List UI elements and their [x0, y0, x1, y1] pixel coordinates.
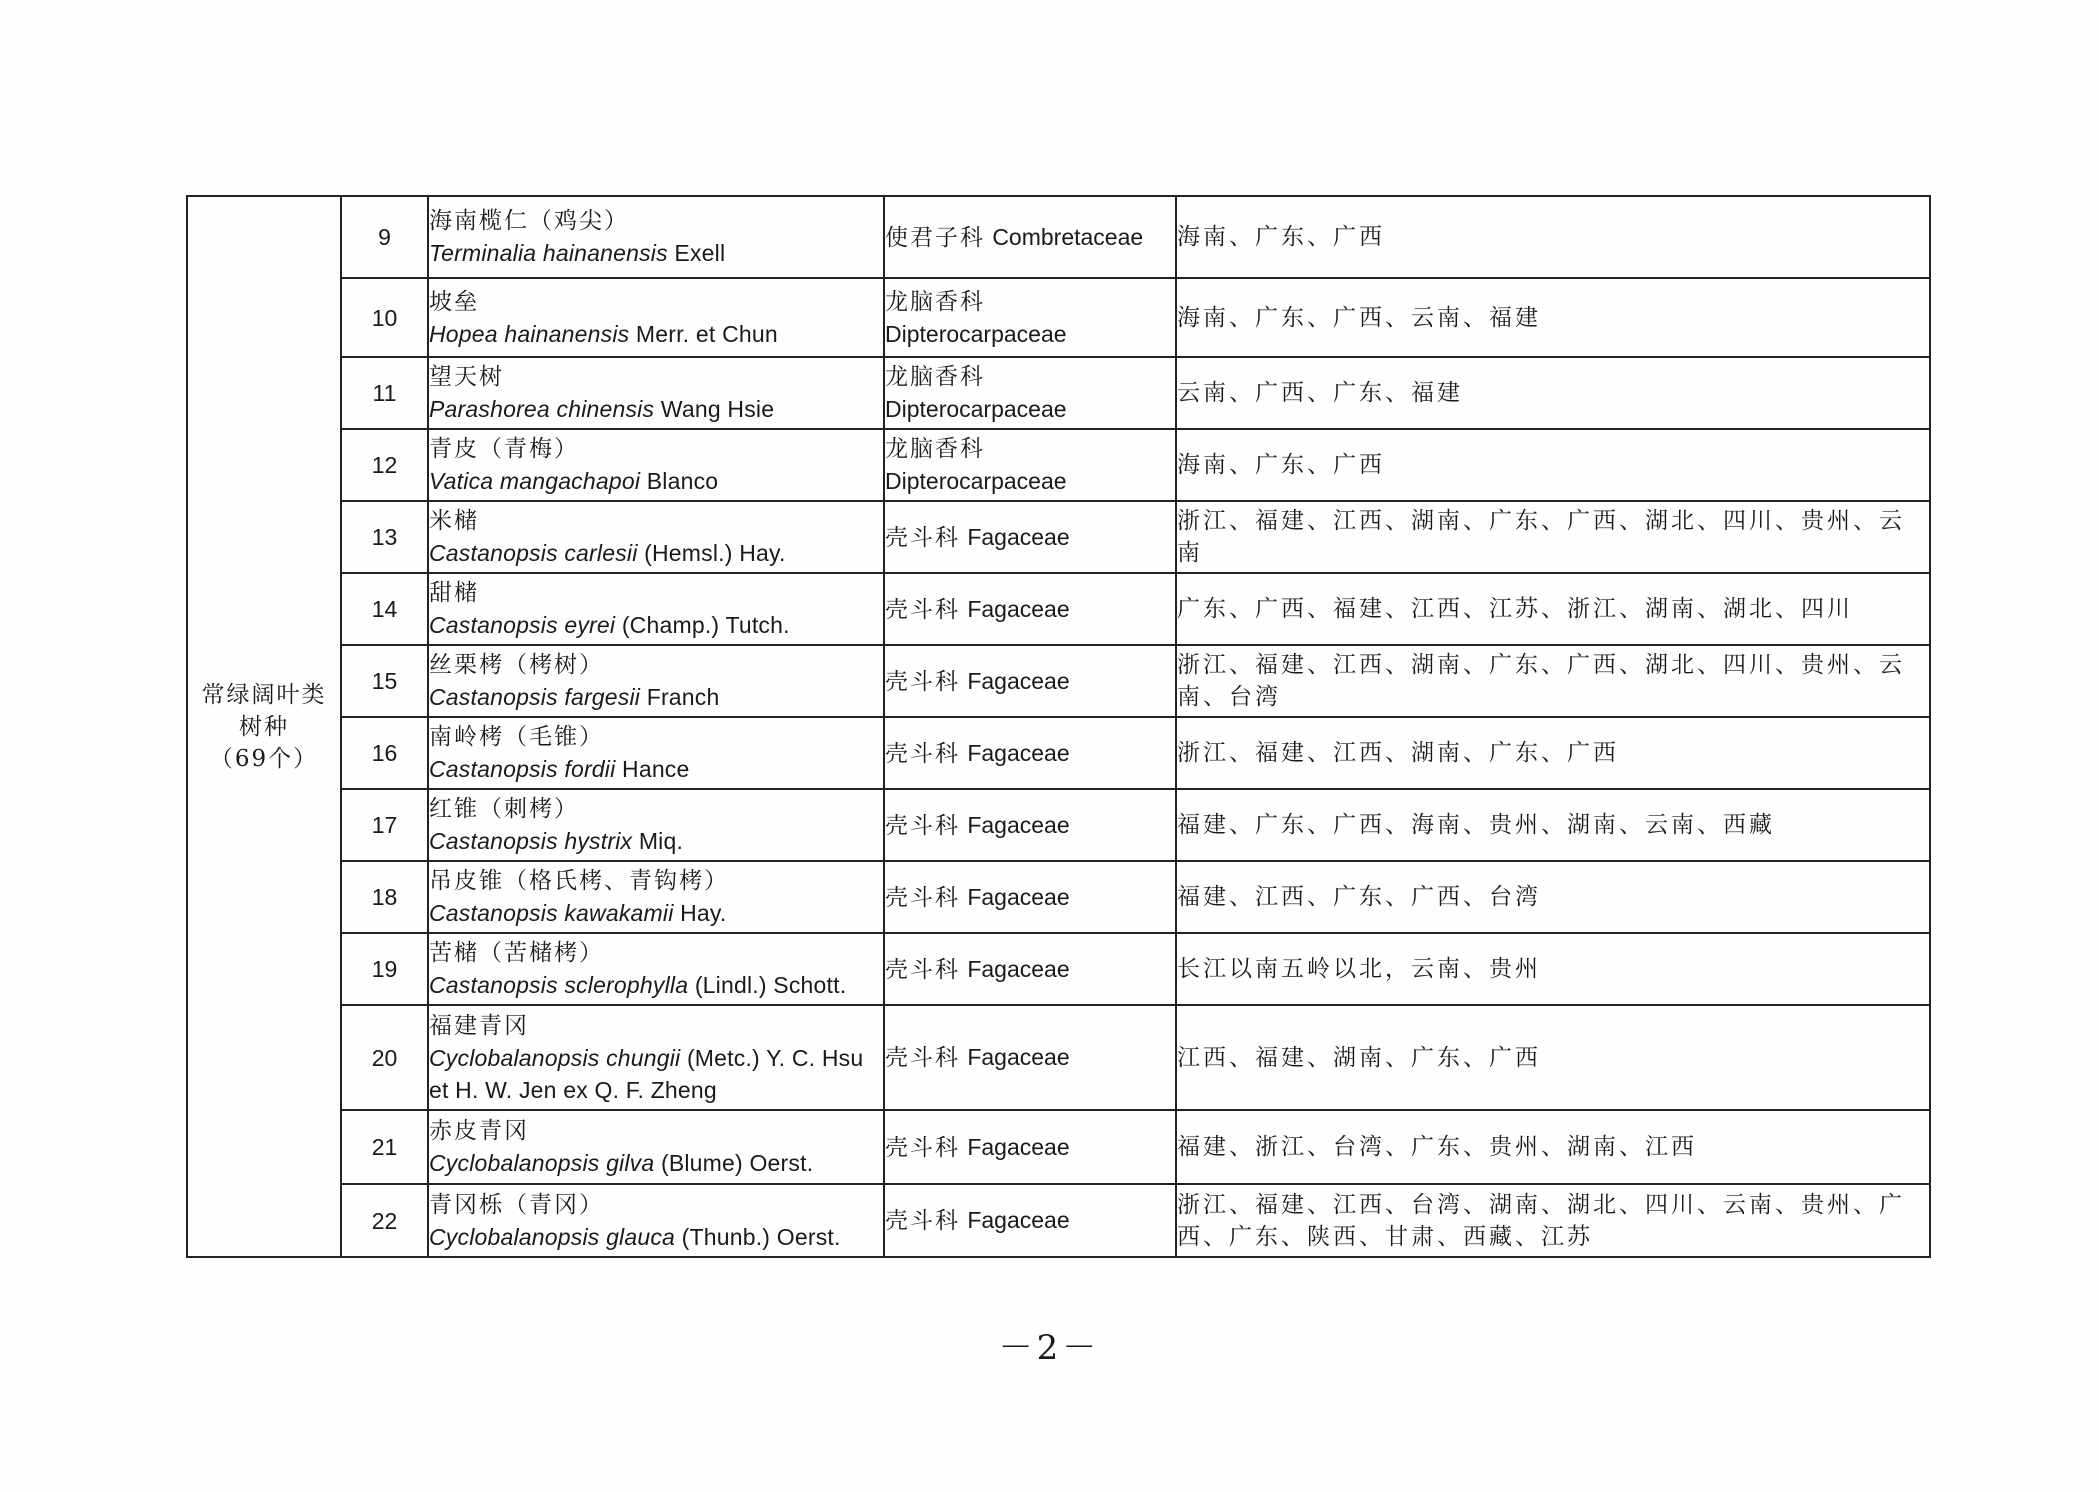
row-number: 14	[341, 573, 428, 645]
family-latin: Fagaceae	[967, 1044, 1070, 1070]
species-binomial: Castanopsis kawakamii	[429, 900, 674, 926]
species-table-body	[187, 196, 1930, 1257]
family-latin: Fagaceae	[967, 667, 1070, 694]
species-scientific-name	[429, 465, 883, 497]
species-binomial: Cyclobalanopsis chungii	[429, 1044, 681, 1071]
category-cell	[187, 196, 341, 1257]
distribution-cell: 浙江、福建、江西、台湾、湖南、湖北、四川、云南、贵州、广西、广东、陕西、甘肃、西藏、江苏	[1176, 1184, 1930, 1257]
species-scientific-name	[429, 1147, 883, 1179]
species-name-cell	[428, 573, 884, 645]
species-chinese-name: 丝栗栲（栲树）	[429, 652, 604, 678]
distribution-cell: 广东、广西、福建、江西、江苏、浙江、湖南、湖北、四川	[1176, 573, 1930, 645]
distribution-cell: 福建、浙江、台湾、广东、贵州、湖南、江西	[1176, 1110, 1930, 1184]
species-chinese-name: 海南榄仁（鸡尖）	[429, 208, 629, 234]
species-chinese-name: 吊皮锥（格氏栲、青钩栲）	[429, 868, 729, 894]
family-latin: Fagaceae	[967, 739, 1070, 766]
species-name-cell	[428, 861, 884, 933]
row-number: 16	[341, 717, 428, 789]
family-latin: Dipterocarpaceae	[885, 396, 1067, 422]
category-line2: 树种	[239, 713, 289, 740]
family-cell	[884, 717, 1176, 789]
table-row	[187, 1110, 1930, 1184]
family-chinese: 壳斗科	[885, 812, 960, 839]
family-chinese: 壳斗科	[885, 524, 960, 551]
species-chinese-name: 甜槠	[429, 580, 479, 606]
family-cell	[884, 196, 1176, 278]
family-chinese: 龙脑香科	[885, 364, 985, 390]
species-name-cell	[428, 1005, 884, 1110]
table-row	[187, 196, 1930, 278]
table-row	[187, 1005, 1930, 1110]
species-name-cell	[428, 789, 884, 861]
species-binomial: Castanopsis fargesii	[429, 684, 641, 710]
species-chinese-name: 青皮（青梅）	[429, 436, 579, 462]
family-chinese: 龙脑香科	[885, 436, 985, 462]
family-chinese: 壳斗科	[885, 1208, 960, 1234]
species-author-continued: et H. W. Jen ex Q. F. Zheng	[429, 1076, 717, 1103]
distribution-cell: 浙江、福建、江西、湖南、广东、广西、湖北、四川、贵州、云南、台湾	[1176, 645, 1930, 717]
species-scientific-name	[429, 237, 883, 269]
family-cell	[884, 933, 1176, 1005]
family-latin: Fagaceae	[967, 811, 1070, 838]
family-cell	[884, 789, 1176, 861]
distribution-cell: 福建、广东、广西、海南、贵州、湖南、云南、西藏	[1176, 789, 1930, 861]
row-number: 20	[341, 1005, 428, 1110]
table-row	[187, 1184, 1930, 1257]
species-scientific-name	[429, 1042, 883, 1074]
category-line1: 常绿阔叶类	[201, 681, 327, 708]
family-chinese: 壳斗科	[885, 1134, 960, 1161]
family-latin: Fagaceae	[967, 1207, 1070, 1233]
species-binomial: Hopea hainanensis	[429, 320, 630, 347]
category-line3: （69个）	[209, 745, 319, 772]
species-scientific-name	[429, 753, 883, 785]
family-latin: Combretaceae	[992, 223, 1144, 250]
species-author: (Blume) Oerst.	[660, 1150, 814, 1176]
species-chinese-name: 米槠	[429, 508, 479, 534]
distribution-cell: 福建、江西、广东、广西、台湾	[1176, 861, 1930, 933]
row-number: 9	[341, 196, 428, 278]
table-row	[187, 789, 1930, 861]
family-latin: Fagaceae	[967, 955, 1070, 982]
row-number: 12	[341, 429, 428, 501]
family-cell	[884, 278, 1176, 357]
species-table-wrapper	[186, 195, 1929, 1258]
species-binomial: Castanopsis carlesii	[429, 540, 638, 566]
family-cell	[884, 1110, 1176, 1184]
species-binomial: Cyclobalanopsis glauca	[429, 1223, 676, 1250]
distribution-cell: 浙江、福建、江西、湖南、广东、广西	[1176, 717, 1930, 789]
distribution-cell: 浙江、福建、江西、湖南、广东、广西、湖北、四川、贵州、云南	[1176, 501, 1930, 573]
family-cell	[884, 861, 1176, 933]
family-latin: Fagaceae	[967, 523, 1070, 550]
family-latin: Dipterocarpaceae	[885, 468, 1067, 494]
species-author: Hay.	[680, 900, 727, 926]
family-chinese: 壳斗科	[885, 596, 960, 623]
family-cell	[884, 357, 1176, 429]
distribution-cell: 海南、广东、广西	[1176, 429, 1930, 501]
species-binomial: Castanopsis sclerophylla	[429, 972, 689, 998]
species-binomial: Cyclobalanopsis gilva	[429, 1150, 655, 1176]
family-chinese: 壳斗科	[885, 740, 960, 767]
family-cell	[884, 501, 1176, 573]
species-scientific-name	[429, 537, 883, 569]
row-number: 17	[341, 789, 428, 861]
species-chinese-name: 苦槠（苦槠栲）	[429, 940, 604, 966]
table-row	[187, 429, 1930, 501]
species-author: Exell	[674, 240, 726, 266]
distribution-cell: 海南、广东、广西	[1176, 196, 1930, 278]
species-scientific-name	[429, 681, 883, 713]
table-row	[187, 278, 1930, 357]
species-binomial: Terminalia hainanensis	[429, 240, 668, 266]
family-chinese: 龙脑香科	[885, 288, 985, 315]
table-row	[187, 861, 1930, 933]
species-author: (Champ.) Tutch.	[621, 612, 790, 638]
family-cell	[884, 645, 1176, 717]
species-author: Hance	[622, 756, 690, 782]
species-author: Merr. et Chun	[635, 320, 778, 347]
table-row	[187, 717, 1930, 789]
table-row	[187, 933, 1930, 1005]
species-scientific-name	[429, 897, 883, 929]
species-name-cell	[428, 1184, 884, 1257]
species-name-cell	[428, 1110, 884, 1184]
species-scientific-name	[429, 318, 883, 350]
species-scientific-name	[429, 825, 883, 857]
family-latin: Fagaceae	[967, 595, 1070, 622]
species-name-cell	[428, 717, 884, 789]
family-cell	[884, 573, 1176, 645]
species-name-cell	[428, 357, 884, 429]
species-scientific-name	[429, 969, 883, 1001]
species-binomial: Castanopsis eyrei	[429, 612, 616, 638]
species-binomial: Parashorea chinensis	[429, 396, 655, 422]
species-author: (Hemsl.) Hay.	[644, 540, 786, 566]
species-name-cell	[428, 429, 884, 501]
species-author: (Thunb.) Oerst.	[681, 1223, 841, 1250]
page-number: －2－	[998, 1328, 1101, 1368]
species-author: Wang Hsie	[660, 396, 775, 422]
family-latin: Fagaceae	[967, 883, 1070, 910]
species-scientific-name	[429, 609, 883, 641]
family-chinese: 使君子科	[885, 224, 985, 251]
species-chinese-name: 望天树	[429, 364, 504, 390]
row-number: 22	[341, 1184, 428, 1257]
species-binomial: Castanopsis hystrix	[429, 828, 633, 854]
family-chinese: 壳斗科	[885, 884, 960, 911]
distribution-cell: 云南、广西、广东、福建	[1176, 357, 1930, 429]
family-chinese: 壳斗科	[885, 668, 960, 695]
row-number: 21	[341, 1110, 428, 1184]
species-name-cell	[428, 196, 884, 278]
table-row	[187, 501, 1930, 573]
species-author: (Metc.) Y. C. Hsu	[686, 1044, 864, 1071]
row-number: 15	[341, 645, 428, 717]
species-chinese-name: 红锥（刺栲）	[429, 796, 579, 822]
species-name-cell	[428, 645, 884, 717]
species-chinese-name: 福建青冈	[429, 1012, 529, 1039]
species-chinese-name: 青冈栎（青冈）	[429, 1191, 604, 1218]
table-row	[187, 645, 1930, 717]
species-binomial: Vatica mangachapoi	[429, 468, 641, 494]
species-author: (Lindl.) Schott.	[694, 972, 847, 998]
family-latin: Dipterocarpaceae	[885, 320, 1067, 347]
species-binomial: Castanopsis fordii	[429, 756, 616, 782]
species-author: Miq.	[638, 828, 684, 854]
species-name-cell	[428, 501, 884, 573]
species-chinese-name: 南岭栲（毛锥）	[429, 724, 604, 750]
row-number: 10	[341, 278, 428, 357]
row-number: 11	[341, 357, 428, 429]
family-cell	[884, 429, 1176, 501]
distribution-cell: 江西、福建、湖南、广东、广西	[1176, 1005, 1930, 1110]
species-scientific-name	[429, 1221, 883, 1253]
family-chinese: 壳斗科	[885, 1045, 960, 1071]
species-author: Franch	[646, 684, 720, 710]
row-number: 19	[341, 933, 428, 1005]
species-scientific-name	[429, 393, 883, 425]
row-number: 18	[341, 861, 428, 933]
family-latin: Fagaceae	[967, 1133, 1070, 1160]
species-chinese-name: 赤皮青冈	[429, 1118, 529, 1144]
family-chinese: 壳斗科	[885, 956, 960, 983]
distribution-cell: 长江以南五岭以北，云南、贵州	[1176, 933, 1930, 1005]
species-chinese-name: 坡垒	[429, 288, 479, 315]
species-name-cell	[428, 278, 884, 357]
distribution-cell: 海南、广东、广西、云南、福建	[1176, 278, 1930, 357]
row-number: 13	[341, 501, 428, 573]
species-author: Blanco	[646, 468, 719, 494]
table-row	[187, 357, 1930, 429]
table-row	[187, 573, 1930, 645]
species-table	[186, 195, 1931, 1258]
family-cell	[884, 1184, 1176, 1257]
family-cell	[884, 1005, 1176, 1110]
species-name-cell	[428, 933, 884, 1005]
